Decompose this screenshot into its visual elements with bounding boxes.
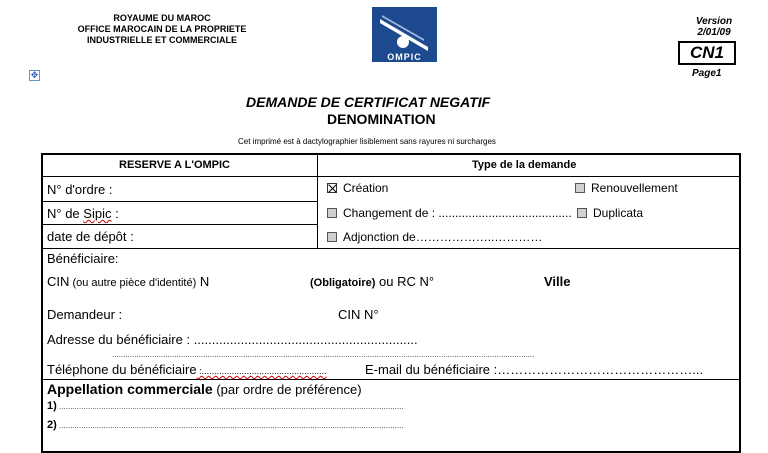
adjonction-label: Adjonction de………………..…………: [343, 230, 543, 244]
adresse-line: Adresse du bénéficiaire : ..............................................................: [47, 332, 418, 347]
changement-label: Changement de : ........................................: [343, 206, 572, 220]
sipic-suffix: :: [111, 206, 119, 221]
renouvellement-checkbox[interactable]: [575, 183, 585, 193]
rc-line: [310, 274, 434, 289]
cin-paren: (ou autre pièce d'identité): [69, 277, 197, 289]
page-label: Page1: [692, 68, 722, 79]
renouvellement-label: Renouvellement: [591, 181, 678, 195]
version-label: Version: [695, 16, 733, 27]
cin-n2-label: CIN N°: [338, 307, 379, 322]
obligatoire-label: (Obligatoire): [310, 277, 376, 289]
cin-line: [47, 274, 209, 289]
org-line-2: OFFICE MAROCAIN DE LA PROPRIETE: [77, 24, 247, 34]
sipic-label: [47, 206, 119, 221]
duplicata-label: Duplicata: [593, 206, 644, 220]
org-line-1: ROYAUME DU MAROC: [113, 13, 211, 23]
table-rule-row1: [42, 201, 318, 202]
cin-n: N: [196, 274, 210, 289]
appellation-line-2-number: 2): [47, 419, 57, 431]
beneficiaire-label: Bénéficiaire:: [47, 251, 119, 266]
table-rule-bottom: [42, 248, 740, 249]
version-block: [688, 16, 740, 38]
form-code-box: CN1: [678, 41, 736, 65]
page-subtitle: DENOMINATION: [327, 111, 436, 127]
type-header: Type de la demande: [472, 159, 577, 171]
version-date: 2/01/09: [697, 27, 731, 38]
adresse-dots-line: ..............................................................................................................................................................................................: [112, 350, 535, 359]
table-rule-header: [42, 176, 740, 177]
adjonction-checkbox[interactable]: [327, 232, 337, 242]
appellation-line-2-dots: ...........................................................................................................................................................: [56, 421, 404, 430]
appellation-paren: (par ordre de préférence): [212, 382, 362, 397]
creation-label: Création: [343, 181, 389, 195]
telephone-dots: :..................................................: [196, 366, 327, 376]
ordre-label: N° d'ordre :: [47, 182, 113, 197]
ville-label: Ville: [544, 274, 571, 289]
appellation-label: Appellation commerciale: [47, 381, 213, 397]
demandeur-label: Demandeur :: [47, 307, 123, 322]
sipic-prefix: N° de: [47, 206, 84, 221]
changement-checkbox[interactable]: [327, 208, 337, 218]
section-rule-appellation: [42, 379, 740, 380]
appellation-line-2: [47, 419, 404, 431]
depot-label: date de dépôt :: [47, 229, 134, 244]
cin-label: CIN: [47, 274, 70, 289]
creation-checkbox[interactable]: [327, 183, 337, 193]
appellation-heading: [47, 381, 362, 397]
telephone-label: Téléphone du bénéficiaire: [47, 362, 197, 377]
instruction-note: Cet imprimé est à dactylographier lisiblement sans rayures ni surcharges: [238, 137, 496, 146]
org-line-3: INDUSTRIELLE ET COMMERCIALE: [87, 35, 237, 45]
appellation-line-1: [47, 400, 404, 412]
org-header: [72, 13, 252, 46]
email-line: E-mail du bénéficiaire :………………………………………...: [365, 362, 704, 377]
table-rule-row2: [42, 224, 318, 225]
reserve-header: RESERVE A L'OMPIC: [119, 159, 231, 171]
move-handle-icon[interactable]: ✥: [30, 70, 39, 80]
ompic-logo: [372, 7, 437, 62]
appellation-line-1-number: 1): [47, 400, 57, 412]
telephone-line: [47, 362, 327, 377]
appellation-line-1-dots: ...........................................................................................................................................................: [56, 402, 404, 411]
page-title: DEMANDE DE CERTIFICAT NEGATIF: [246, 94, 491, 110]
duplicata-checkbox[interactable]: [577, 208, 587, 218]
logo-text: OMPIC: [387, 52, 422, 62]
rc-label: ou RC N°: [375, 274, 435, 289]
sipic-word: Sipic: [83, 206, 112, 221]
